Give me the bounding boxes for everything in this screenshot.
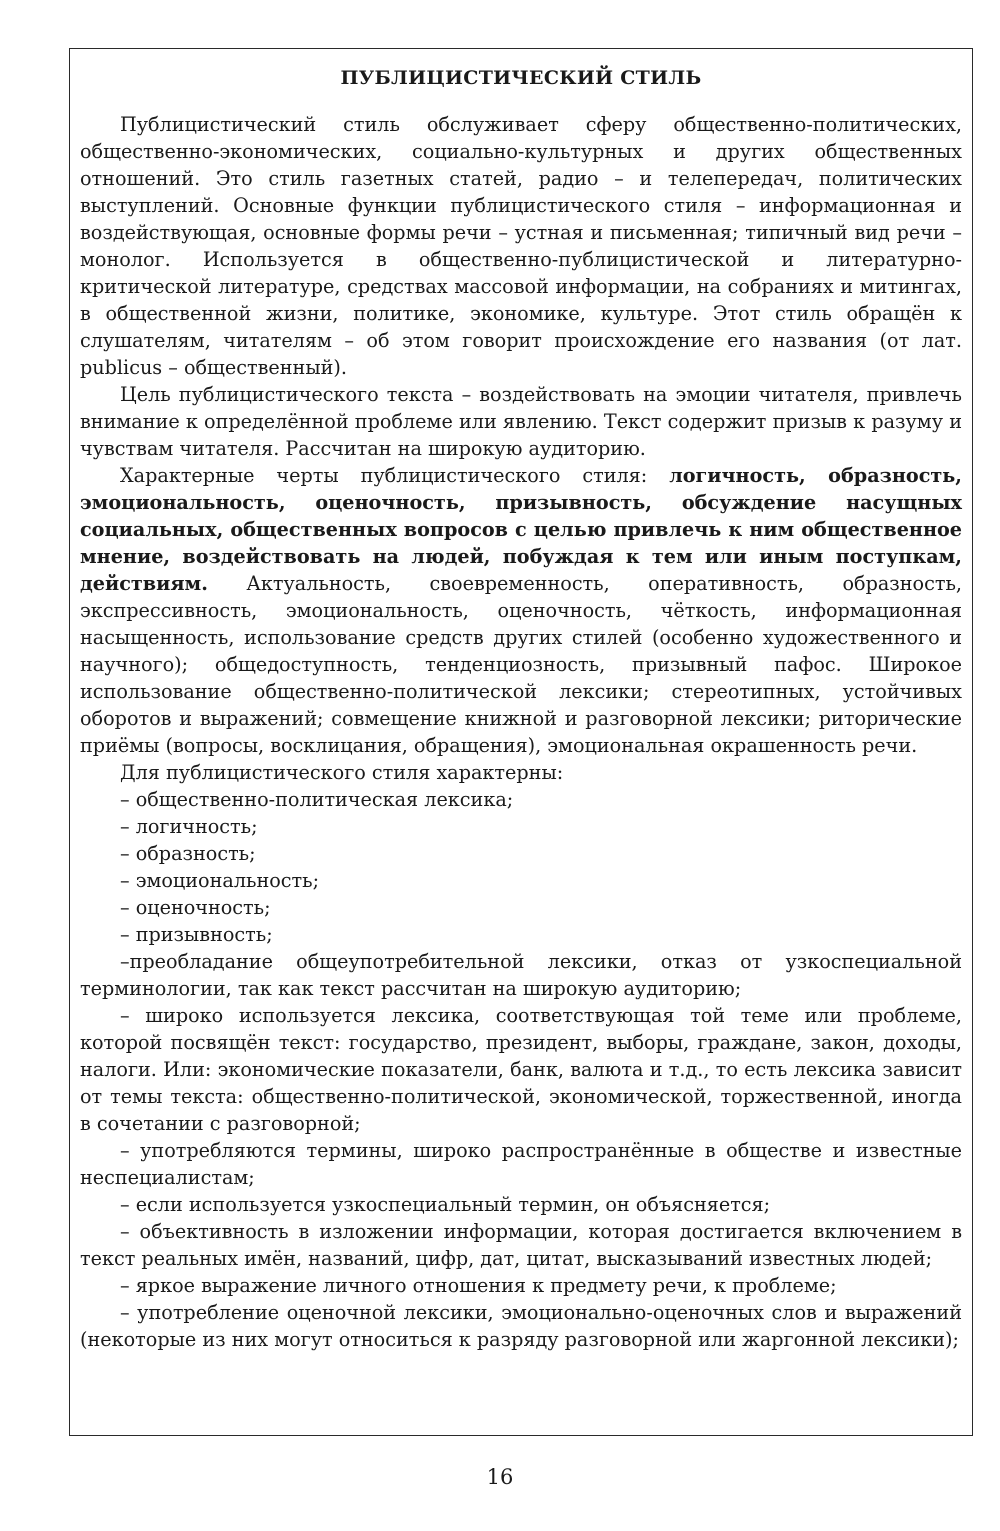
paragraph-goal: Цель публицистического текста – воздействовать на эмоции читателя, привлечь внимание к определённой проблеме или явлению. Текст содержит призыв к разуму и чувствам читателя. Рассчитан на широкую аудиторию. xyxy=(80,383,962,460)
list-item: – употребление оценочной лексики, эмоционально-оценочных слов и выражений (некоторые из них могут относиться к разряду разговорной или жаргонной лексики); xyxy=(80,1301,962,1351)
features-rest: Актуальность, своевременность, оперативность, образность, экспрессивность, эмоциональность, оценочность, чёткость, информационная насыщенность, использование средств других стилей (особенно художественного и научного); общедоступность, тенденциозность, призывный пафос. Широкое использование общественно-политической лексики; стереотипных, устойчивых оборотов и выражений; совмещение книжной и разговорной лексики; риторические приёмы (вопросы, восклицания, обращения), эмоциональная окрашенность речи. xyxy=(80,572,962,757)
list-item: – эмоциональность; xyxy=(120,869,320,892)
list-item: – если используется узкоспециальный термин, он объясняется; xyxy=(120,1193,771,1216)
paragraph-features xyxy=(80,462,962,759)
list-item: – призывность; xyxy=(120,923,273,946)
list-intro: Для публицистического стиля характерны: xyxy=(120,761,564,784)
features-bold: логичность, образность, эмоциональность, оценочность, призывность, обсуждение насущных социальных, общественных вопросов с целью привлечь к ним общественное мнение, воздействовать на людей, побуждая к тем или иным поступкам, действиям. xyxy=(80,464,962,595)
page-number: 16 xyxy=(486,1465,514,1489)
list-item: – яркое выражение личного отношения к предмету речи, к проблеме; xyxy=(120,1274,837,1297)
page-title: ПУБЛИЦИСТИЧЕСКИЙ СТИЛЬ xyxy=(340,67,702,89)
page-frame xyxy=(69,48,973,1436)
list-item: – употребляются термины, широко распространённые в обществе и известные неспециалистам; xyxy=(80,1139,962,1189)
list-item: – оценочность; xyxy=(120,896,271,919)
paragraph-definition: Публицистический стиль обслуживает сферу общественно-политических, общественно-экономических, социально-культурных и других общественных отношений. Это стиль газетных статей, радио – и телепередач, политических выступлений. Основные функции публицистического стиля – информационная и воздействующая, основные формы речи – устная и письменная; типичный вид речи – монолог. Используется в общественно-публицистической и литературно-критической литературе, средствах массовой информации, на собраниях и митингах, в общественной жизни, политике, экономике, культуре. Этот стиль обращён к слушателям, читателям – об этом говорит происхождение его названия (от лат. publicus – общественный). xyxy=(80,113,962,379)
list-item: –преобладание общеупотребительной лексики, отказ от узкоспециальной терминологии, так как текст рассчитан на широкую аудиторию; xyxy=(80,950,962,1000)
list-item: – широко используется лексика, соответствующая той теме или проблеме, которой посвящён текст: государство, президент, выборы, граждане, закон, доходы, налоги. Или: экономические показатели, банк, валюта и т.д., то есть лексика зависит от темы текста: общественно-политической, экономической, торжественной, иногда в сочетании с разговорной; xyxy=(80,1004,962,1135)
list-item: – объективность в изложении информации, которая достигается включением в текст реальных имён, названий, цифр, дат, цитат, высказываний известных людей; xyxy=(80,1220,962,1270)
list-item: – образность; xyxy=(120,842,256,865)
list-item: – логичность; xyxy=(120,815,258,838)
list-item: – общественно-политическая лексика; xyxy=(120,788,514,811)
features-intro: Характерные черты публицистического стиля: xyxy=(120,464,670,487)
